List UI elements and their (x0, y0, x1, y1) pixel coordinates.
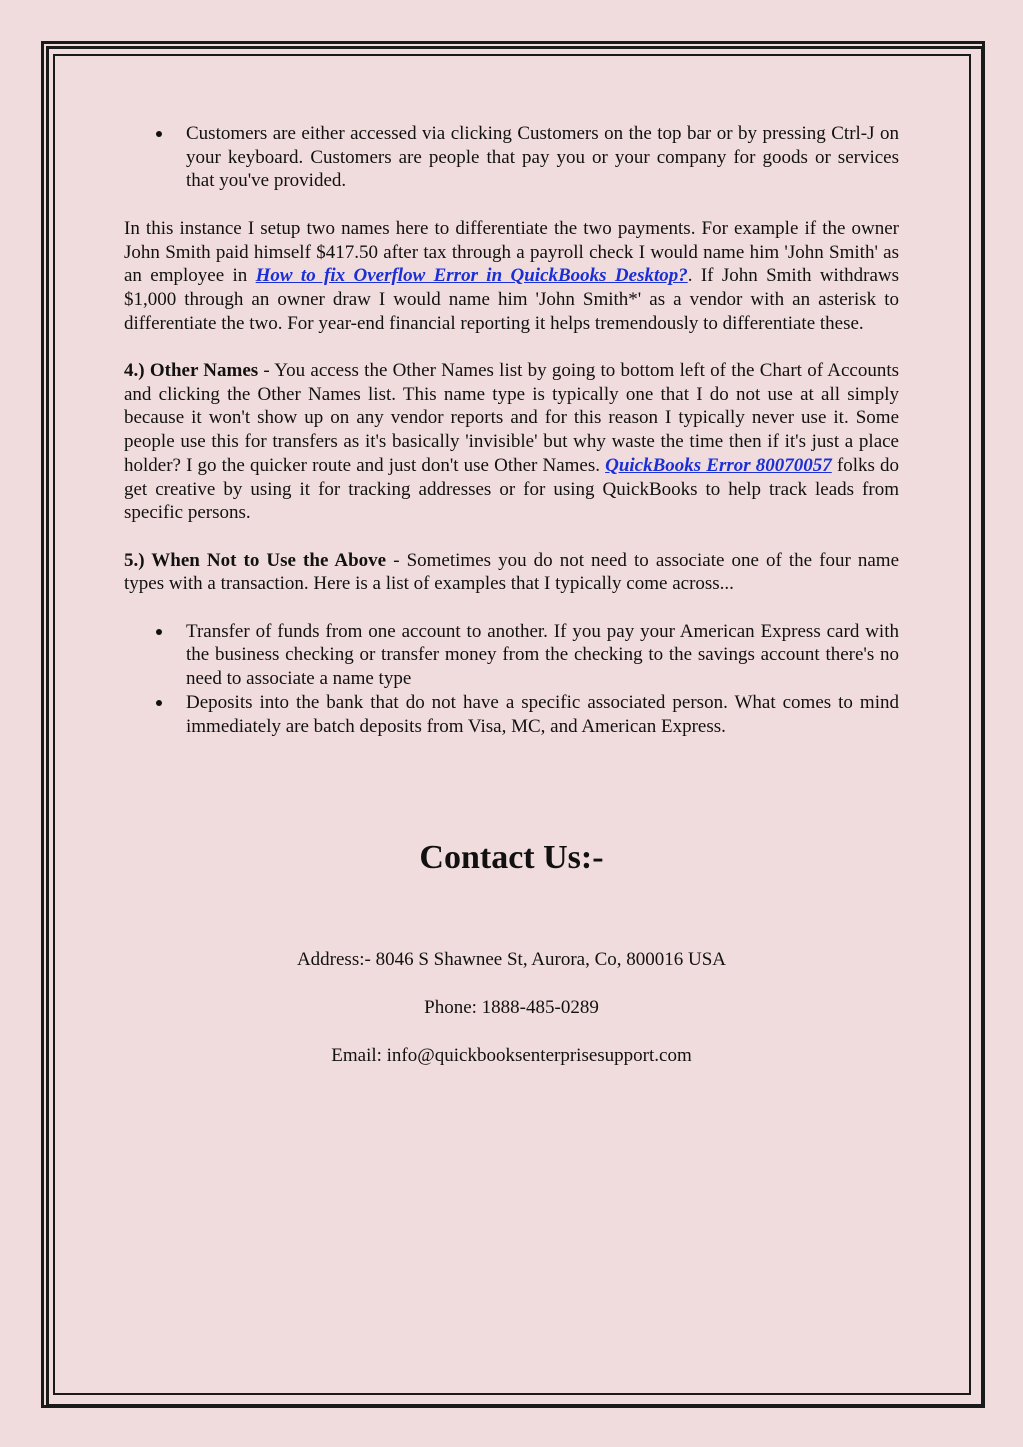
top-bullet-list (124, 122, 899, 193)
contact-title: Contact Us:- (419, 839, 604, 876)
paragraph-other-names (124, 359, 899, 525)
paragraph-text: - You access the Other Names list by going to bottom left of the Chart of Accounts and clicking the Other Names list. This name type is typically one that I do not use at all simply because it won't show up on any vendor reports and for this reason I typically never use it. Some people use this for transfers as it's basically 'invisible' but why waste the time then if it's just a place holder? I go the quicker route and just don't use Other Names. (124, 360, 899, 476)
document-body (124, 122, 899, 738)
section-heading: 5.) When Not to Use the Above (124, 549, 387, 571)
paragraph-text: In this instance I setup two names here to differentiate the two payments. For example if the owner John Smith paid himself $417.50 after tax through a payroll check I would name him 'John Smith' as an employee in (124, 217, 899, 287)
contact-email: Email: info@quickbooksenterprisesupport.com (331, 1045, 692, 1066)
overflow-error-link[interactable]: How to fix Overflow Error in QuickBooks Desktop? (255, 265, 688, 287)
list-item: Transfer of funds from one account to another. If you pay your American Express card with the business checking or transfer money from the checking to the savings account there's no need to associate a name type (186, 620, 899, 690)
bottom-bullet-list (124, 620, 899, 739)
paragraph-text: folks do get creative by using it for tracking addresses or for using QuickBooks to help track leads from specific persons. (124, 454, 899, 524)
list-item: Customers are either accessed via clicking Customers on the top bar or by pressing Ctrl-J on your keyboard. Customers are people that pay you or your company for goods or services that you've provided. (186, 123, 899, 192)
paragraph-text: . If John Smith withdraws $1,000 through an owner draw I would name him 'John Smith*' as a vendor with an asterisk to differentiate the two. For year-end financial reporting it helps tremendously to differentiate these. (124, 265, 899, 334)
list-item: Deposits into the bank that do not have a specific associated person. What comes to mind immediately are batch deposits from Visa, MC, and American Express. (186, 691, 899, 737)
error-80070057-link[interactable]: QuickBooks Error 80070057 (605, 454, 832, 476)
contact-address: Address:- 8046 S Shawnee St, Aurora, Co, 800016 USA (296, 949, 727, 970)
contact-phone: Phone: 1888-485-0289 (424, 997, 599, 1018)
paragraph-payments (124, 217, 899, 336)
section-heading: 4.) Other Names (124, 360, 259, 381)
paragraph-when-not-to-use (124, 549, 899, 596)
paragraph-text: - Sometimes you do not need to associate one of the four name types with a transaction. Here is a list of examples that I typically come across... (124, 549, 900, 595)
